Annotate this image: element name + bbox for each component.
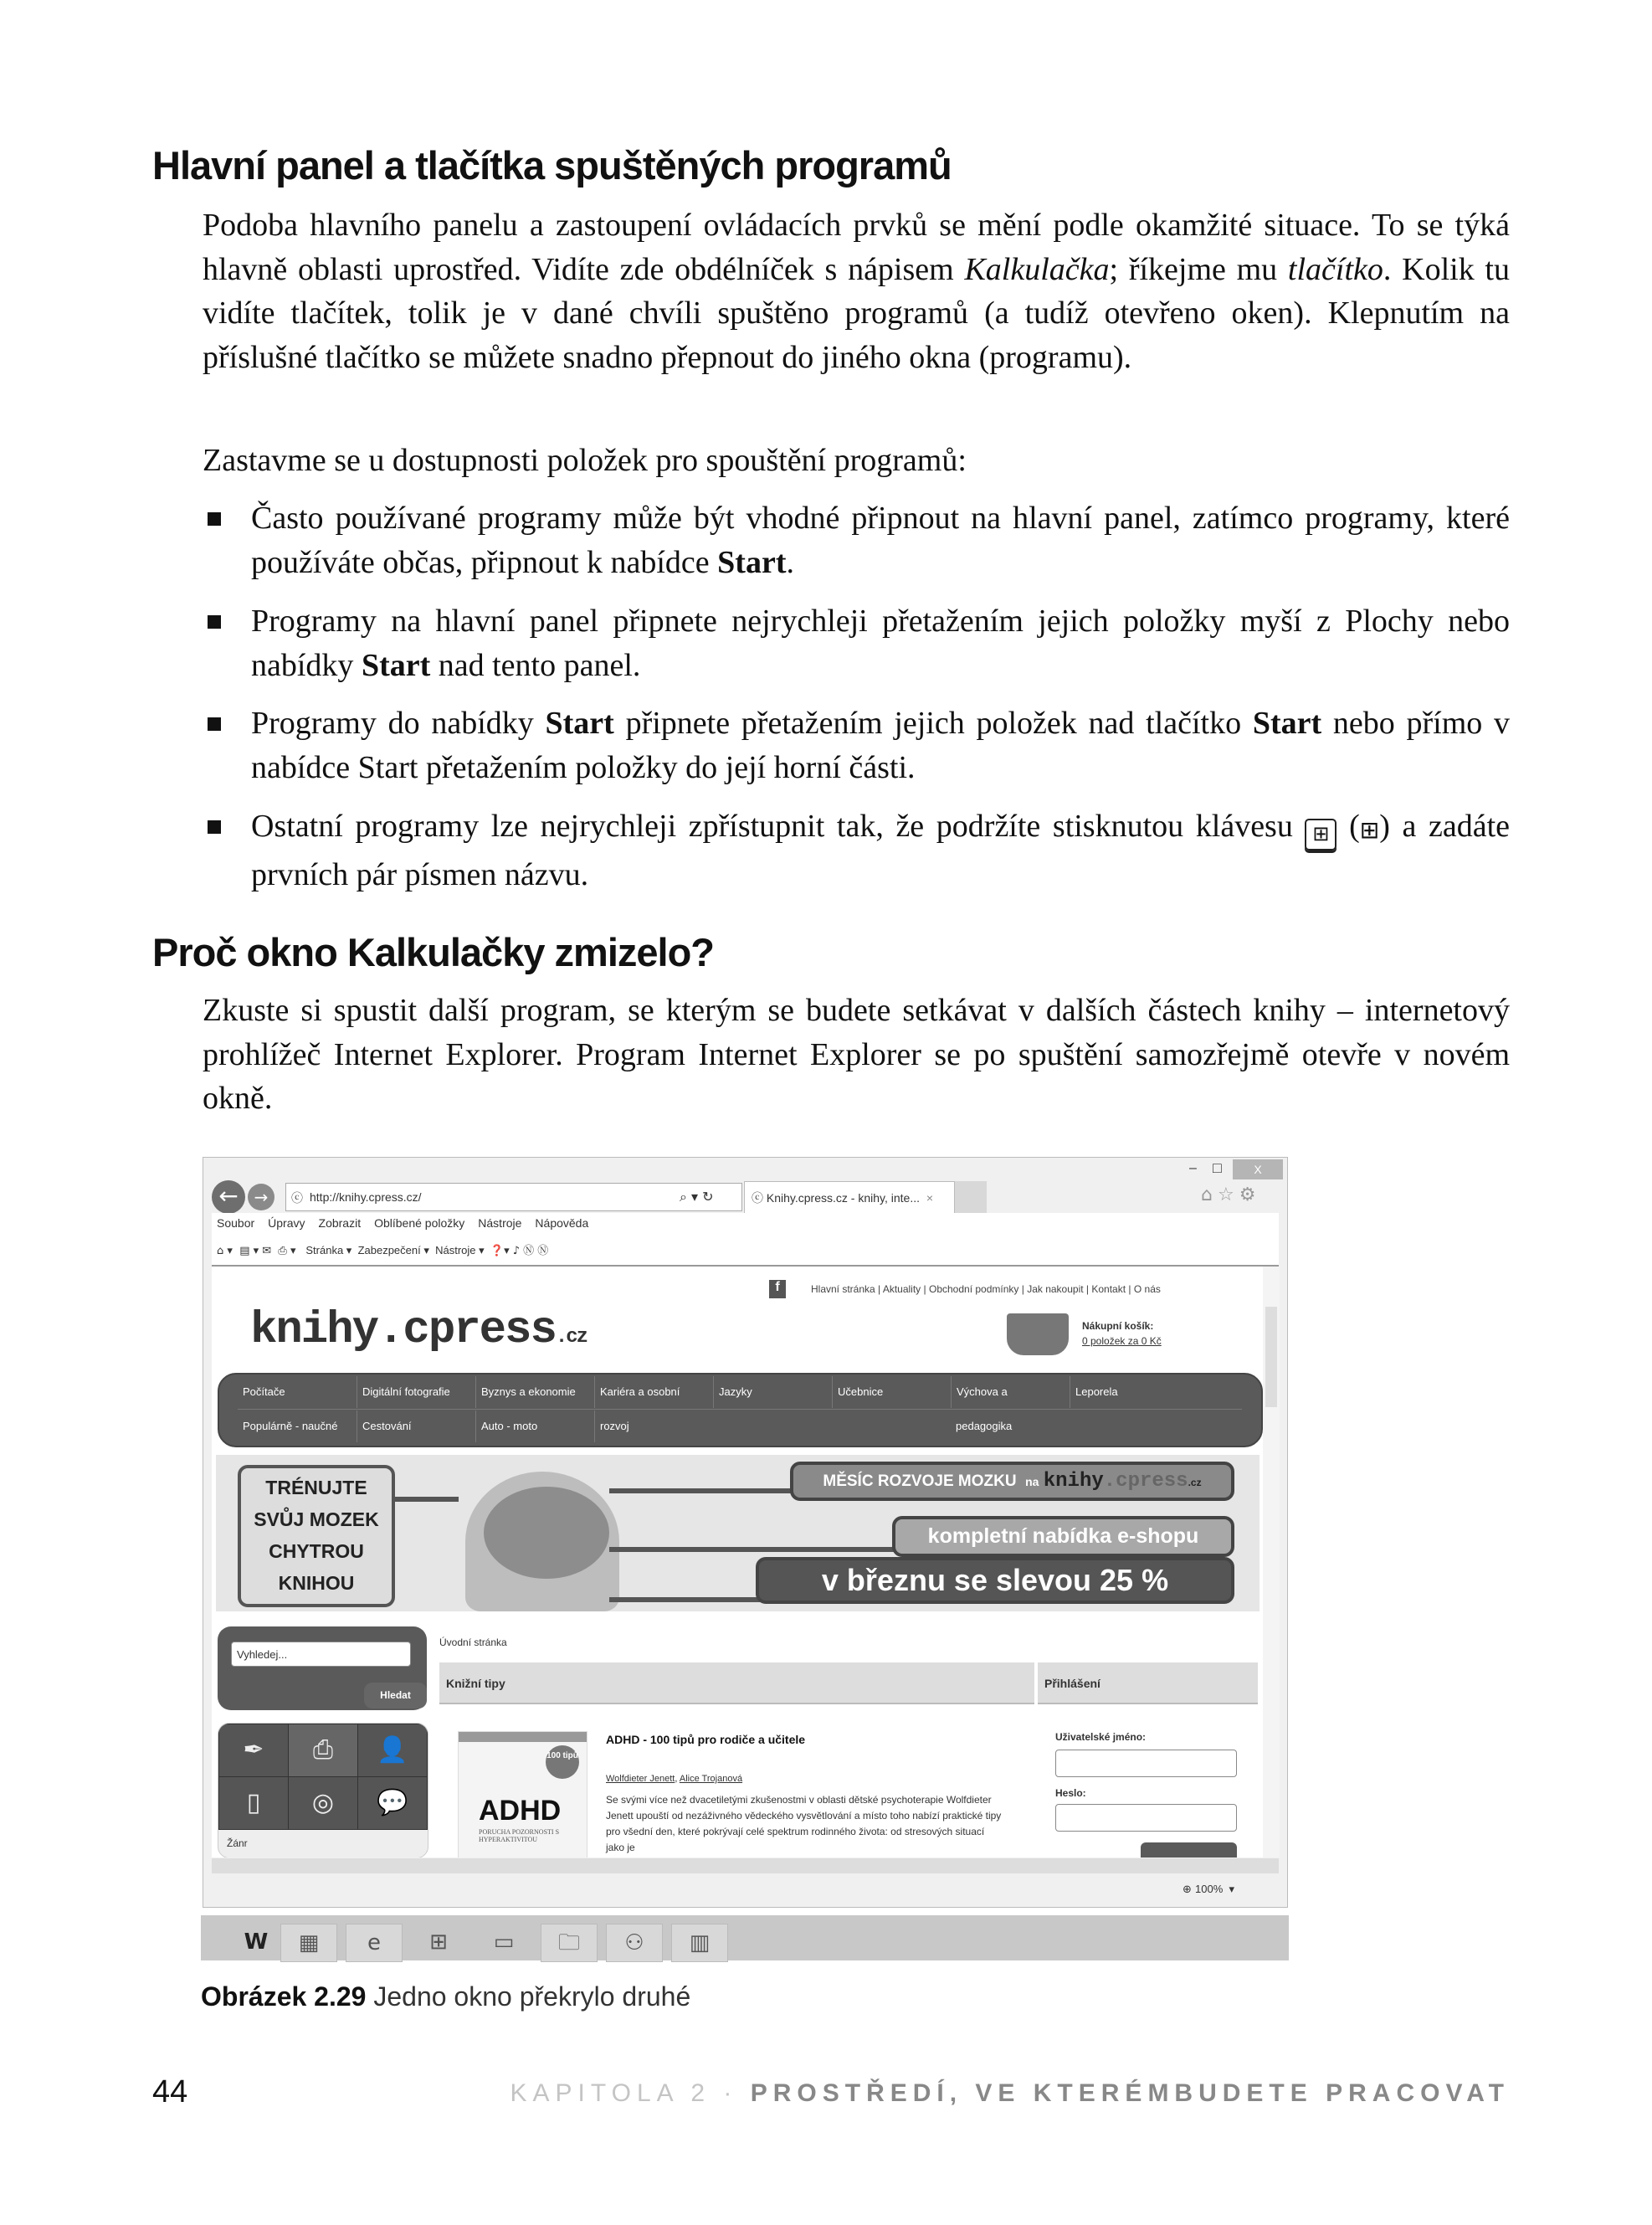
section-heading: Proč okno Kalkulačky zmizelo?: [152, 930, 714, 974]
cover-subtitle: PORUCHA POZORNOSTI S HYPERAKTIVITOU: [479, 1828, 560, 1843]
cart-link[interactable]: 0 položek za 0 Kč: [1082, 1335, 1162, 1347]
search-icon[interactable]: ⌕ ▾ ↻: [680, 1189, 714, 1205]
minimize-button[interactable]: –: [1189, 1161, 1197, 1175]
figure-caption: Obrázek 2.29 Jedno okno překrylo druhé: [201, 1981, 691, 2012]
menu-item[interactable]: Nápověda: [535, 1216, 589, 1230]
shopping-basket-icon[interactable]: [1007, 1313, 1069, 1355]
wallet-icon[interactable]: ▭: [493, 1930, 515, 1955]
text-run: ; říkejme mu: [1109, 251, 1288, 287]
page-number: 44: [152, 2074, 188, 2109]
search-panel: [218, 1626, 427, 1710]
paragraph: [203, 989, 1510, 1121]
windows-store-icon[interactable]: ⊞: [429, 1930, 448, 1955]
genre-label[interactable]: Žánr: [227, 1837, 248, 1849]
nav-item[interactable]: Digitální fotografie: [357, 1376, 475, 1408]
printer-icon[interactable]: ⎙: [288, 1724, 358, 1777]
bullet-item: [251, 804, 1510, 897]
text-run: Programy na hlavní panel připnete nejrychleji přetažením jejich položky myší z Plochy nebo nabídky: [251, 604, 1510, 683]
link-contact[interactable]: Kontakt: [1091, 1283, 1126, 1295]
print-icon[interactable]: ⎙ ▾: [278, 1245, 303, 1257]
text-run: tlačítko: [1287, 251, 1383, 287]
forward-button[interactable]: [248, 1184, 274, 1210]
link-about[interactable]: O nás: [1133, 1283, 1161, 1295]
breadcrumb[interactable]: Úvodní stránka: [439, 1637, 507, 1648]
text-run: Často používané programy může být vhodné připnout na hlavní panel, zatímco programy, které používáte občas, připnout k nabídce: [251, 501, 1510, 580]
arrow-right-icon: →: [254, 1187, 269, 1207]
rss-icon[interactable]: ▤ ▾ ✉: [239, 1245, 279, 1257]
password-input[interactable]: [1055, 1804, 1237, 1832]
command-bar: [217, 1241, 548, 1257]
text-run: Podoba hlavního panelu a zastoupení ovládacích prvků se mění podle okamžité situace. To se týká hlavně oblasti uprostřed. Vidíte zde obdélníček s nápisem: [203, 208, 1510, 287]
link-home[interactable]: Hlavní stránka: [811, 1283, 875, 1295]
text-run: Start: [1252, 706, 1322, 741]
control-panel-icon[interactable]: ▦: [280, 1924, 337, 1962]
tips-heading: Knižní tipy: [439, 1662, 1034, 1704]
promo-pill-month: MĚSÍC ROZVOJE MOZKU na knihy.cpress.cz: [790, 1462, 1234, 1501]
text-run: nad tento panel.: [430, 647, 641, 683]
gear-icon[interactable]: ⚙: [1239, 1184, 1261, 1205]
text-run: ) a zadáte prvních pár písmen názvu.: [251, 809, 1510, 892]
nav-divider: [238, 1409, 1242, 1410]
menu-item[interactable]: Zobrazit: [318, 1216, 362, 1230]
word-icon[interactable]: W: [244, 1930, 269, 1955]
user-icon[interactable]: 👤: [357, 1724, 428, 1777]
nav-item[interactable]: Učebnice: [832, 1376, 951, 1408]
zoom-control[interactable]: ⊕ 100% ▾: [1183, 1883, 1235, 1896]
bullet-item: [251, 496, 1510, 584]
paragraph: [203, 203, 1510, 380]
text-run: nebo přímo v nabídce Start přetažením položky do její horní části.: [251, 706, 1510, 785]
cover-badge: 100 tipů: [546, 1745, 579, 1779]
banner-slogan: TRÉNUJTE SVŮJ MOZEK CHYTROU KNIHOU: [238, 1465, 395, 1607]
horizontal-scrollbar[interactable]: [212, 1858, 1279, 1873]
bullet-square-icon: [208, 615, 221, 629]
arrow-left-icon: ←: [218, 1182, 239, 1210]
text-run: Start: [545, 706, 614, 741]
page-menu[interactable]: Stránka ▾: [305, 1244, 352, 1256]
pen-icon[interactable]: ✒: [218, 1724, 289, 1777]
section-heading: Hlavní panel a tlačítka spuštěných programů: [152, 143, 952, 188]
text-run: Start: [361, 647, 431, 683]
menu-bar: [217, 1216, 602, 1230]
bullet-square-icon: [208, 512, 221, 526]
running-footer: KAPITOLA 2 · PROSTŘEDÍ, VE KTERÉMBUDETE PRACOVAT: [510, 2079, 1510, 2107]
calculator-icon[interactable]: ▥: [671, 1924, 728, 1962]
author-link[interactable]: Alice Trojanová: [679, 1774, 743, 1784]
site-logo[interactable]: knihy.cpress.cz: [250, 1305, 587, 1356]
favorites-star-icon[interactable]: ☆: [1217, 1184, 1239, 1205]
paragraph-intro: Zastavme se u dostupnosti položek pro spouštění programů:: [203, 443, 967, 478]
login-button[interactable]: [1141, 1842, 1237, 1858]
messenger-icon[interactable]: ⚇: [606, 1924, 663, 1962]
category-nav: [218, 1373, 1263, 1447]
back-button[interactable]: [212, 1180, 245, 1214]
window-controls: [1183, 1159, 1283, 1181]
windows-key-icon: ⊞: [1305, 819, 1336, 850]
promo-banner[interactable]: [216, 1455, 1260, 1611]
vertical-scrollbar[interactable]: [1263, 1267, 1280, 1858]
nav-item[interactable]: Jazyky: [713, 1376, 832, 1408]
text-run: .: [786, 544, 794, 580]
promo-pill-discount: v březnu se slevou 25 %: [756, 1557, 1234, 1604]
author-link[interactable]: Wolfdieter Jenett: [606, 1774, 675, 1784]
text-run: Kalkulačka: [964, 251, 1110, 287]
cover-title: ADHD: [479, 1795, 562, 1827]
icon-grid: [218, 1723, 428, 1858]
help-icon[interactable]: ❓▾ ♪ Ⓝ Ⓝ: [490, 1245, 549, 1257]
book-authors: Wolfdieter Jenett, Alice Trojanová: [606, 1774, 743, 1784]
scrollbar-thumb[interactable]: [1265, 1307, 1277, 1407]
bullet-square-icon: [208, 717, 221, 731]
text-run: Start: [717, 544, 787, 580]
tab-active[interactable]: [744, 1181, 955, 1215]
address-bar[interactable]: [285, 1183, 742, 1211]
windows-logo-icon: ⊞: [1359, 816, 1380, 844]
internet-explorer-icon[interactable]: e: [346, 1924, 403, 1962]
nav-item[interactable]: Auto - moto: [475, 1411, 594, 1442]
text-run: . Kolik tu vidíte tlačítek, tolik je v dané chvíli spuštěno programů (a tudíž otevřeno oken). Klepnutím na příslušné tlačítko se můžete snadno přepnout do jiného okna (programu).: [203, 251, 1510, 376]
browser-window: [203, 1157, 1288, 1908]
phone-icon[interactable]: ▯: [218, 1776, 289, 1830]
menu-item[interactable]: Soubor: [217, 1216, 255, 1230]
menu-item[interactable]: Nástroje: [478, 1216, 522, 1230]
book-description: Se svými více než dvacetiletými zkušenostmi v oblasti dětské psychoterapie Wolfdieter Jenett upouští od nezáživného vědeckého vysvětlování a místo toho nabízí praktické tipy pro všední den, které pokrývají celé spektrum rodinného života: od stresových situací jako je: [606, 1794, 1002, 1853]
tools-menu[interactable]: Nástroje ▾: [435, 1244, 485, 1256]
bullet-square-icon: [208, 820, 221, 834]
login-heading: Přihlášení: [1038, 1662, 1258, 1704]
security-menu[interactable]: Zabezpečení ▾: [357, 1244, 429, 1256]
book-title[interactable]: ADHD - 100 tipů pro rodiče a učitele: [606, 1733, 806, 1746]
facebook-icon[interactable]: f: [769, 1280, 786, 1298]
username-input[interactable]: [1055, 1750, 1237, 1777]
nav-item[interactable]: Populárně - naučné: [243, 1420, 338, 1432]
search-input[interactable]: Vyhledej...: [231, 1642, 411, 1667]
brain-icon: [484, 1487, 609, 1579]
maximize-button[interactable]: □: [1213, 1159, 1222, 1176]
tab-close-icon[interactable]: ×: [926, 1191, 934, 1205]
nav-item[interactable]: pedagogika: [956, 1420, 1013, 1432]
bullet-item: [251, 599, 1510, 687]
tab-title: Knihy.cpress.cz - knihy, inte...: [766, 1191, 920, 1205]
home-icon[interactable]: ⌂: [1201, 1184, 1218, 1205]
bullet-item: [251, 701, 1510, 789]
nav-item[interactable]: rozvoj: [594, 1411, 713, 1442]
nav-item[interactable]: Byznys a ekonomie: [475, 1376, 594, 1408]
text-run: Programy do nabídky: [251, 706, 546, 741]
home-icon[interactable]: ⌂ ▾: [217, 1245, 240, 1257]
nav-item[interactable]: Počítače: [243, 1385, 285, 1398]
file-explorer-icon[interactable]: 🗀: [541, 1924, 598, 1962]
nav-item[interactable]: Cestování: [357, 1411, 475, 1442]
address-input[interactable]: http://knihy.cpress.cz/: [310, 1190, 422, 1204]
text-run: připnete přetažením jejich položek nad tlačítko: [613, 706, 1253, 741]
book-cover[interactable]: [458, 1731, 587, 1858]
password-label: Heslo:: [1055, 1787, 1086, 1799]
top-links: Hlavní stránka | Aktuality | Obchodní podmínky | Jak nakoupit | Kontakt | O nás: [811, 1283, 1161, 1295]
link-terms[interactable]: Obchodní podmínky: [928, 1283, 1019, 1295]
figure-screenshot: [201, 1155, 1289, 1959]
site-icon: ⓒ: [752, 1191, 767, 1205]
cart-label: Nákupní košík:: [1082, 1320, 1154, 1332]
link-how-to-buy[interactable]: Jak nakoupit: [1027, 1283, 1084, 1295]
zoom-icon: ⊕: [1183, 1883, 1196, 1896]
close-button[interactable]: X: [1233, 1159, 1283, 1179]
chat-icon[interactable]: 💬: [357, 1776, 428, 1830]
nav-item[interactable]: Kariéra a osobní: [594, 1376, 713, 1408]
nav-item[interactable]: Výchova a: [951, 1376, 1070, 1408]
search-button[interactable]: Hledat: [364, 1683, 427, 1709]
nav-item[interactable]: Leporela: [1070, 1376, 1188, 1408]
menu-item[interactable]: Úpravy: [268, 1216, 305, 1230]
link-news[interactable]: Aktuality: [882, 1283, 921, 1295]
disc-icon[interactable]: ◎: [288, 1776, 358, 1830]
text-run: Zkuste si spustit další program, se kterým se budete setkávat v dalších částech knihy – internetový prohlížeč Internet Explorer. Program Internet Explorer se po spuštění samozřejmě otevře v novém okně.: [203, 993, 1510, 1117]
username-label: Uživatelské jméno:: [1055, 1731, 1147, 1743]
text-run: Ostatní programy lze nejrychleji zpřístupnit tak, že podržíte stisknutou klávesu: [251, 809, 1306, 844]
menu-item[interactable]: Oblíbené položky: [374, 1216, 465, 1230]
text-run: (: [1336, 809, 1360, 844]
web-page: [212, 1267, 1263, 1858]
promo-pill-eshop: kompletní nabídka e-shopu: [892, 1516, 1234, 1557]
site-icon: ⓒ: [291, 1191, 303, 1205]
